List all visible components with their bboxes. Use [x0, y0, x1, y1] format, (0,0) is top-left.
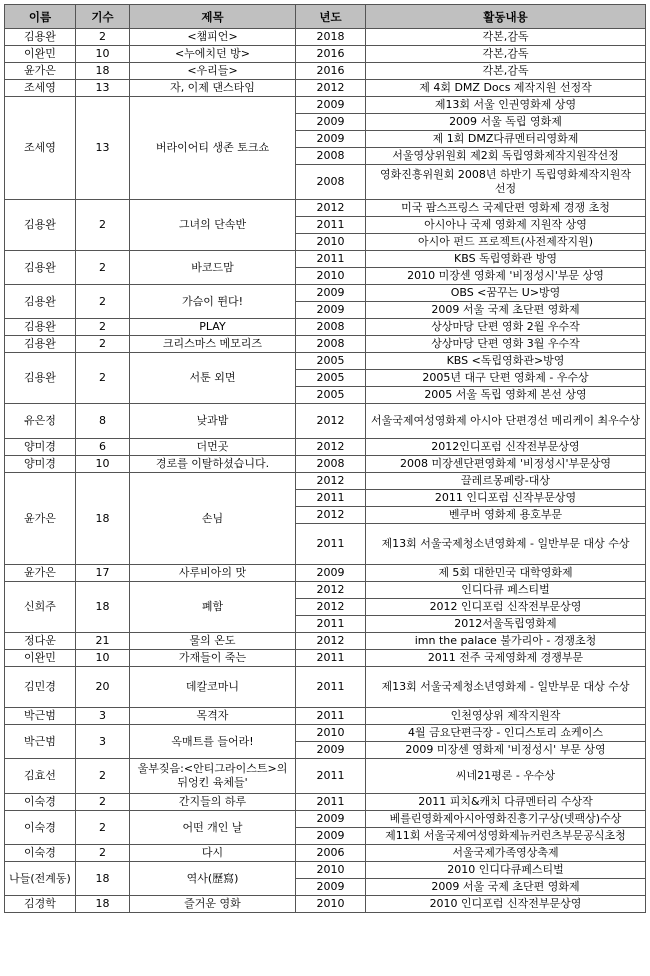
cell-activity: 2009 미장센 영화제 '비정성시' 부문 상영	[366, 742, 646, 759]
cell-year: 2008	[296, 319, 366, 336]
cell-generation: 18	[76, 896, 130, 913]
cell-title: 버라이어티 생존 토크쇼	[130, 97, 296, 200]
cell-title: 바코드맘	[130, 251, 296, 285]
cell-year: 2011	[296, 794, 366, 811]
cell-year: 2016	[296, 63, 366, 80]
cell-activity: 4월 금요단편극장 - 인디스토리 쇼케이스	[366, 725, 646, 742]
cell-title: 그녀의 단속반	[130, 200, 296, 251]
table-row	[5, 80, 646, 97]
cell-generation: 2	[76, 336, 130, 353]
table-row	[5, 285, 646, 302]
cell-year: 2012	[296, 439, 366, 456]
cell-year: 2009	[296, 285, 366, 302]
cell-title: 낮과밤	[130, 404, 296, 439]
cell-activity: 2012서울독립영화제	[366, 616, 646, 633]
header-generation: 기수	[76, 5, 130, 29]
cell-activity: 제 5회 대한민국 대학영화제	[366, 565, 646, 582]
cell-activity: 2010 미장센 영화제 '비정성시'부문 상영	[366, 268, 646, 285]
cell-year: 2010	[296, 862, 366, 879]
cell-activity: 2009 서울 국제 초단편 영화제	[366, 302, 646, 319]
cell-activity: 각본,감독	[366, 46, 646, 63]
table-row	[5, 46, 646, 63]
cell-name: 이숙경	[5, 794, 76, 811]
cell-title: 물의 온도	[130, 633, 296, 650]
cell-activity: 제 1회 DMZ다큐멘터리영화제	[366, 131, 646, 148]
cell-activity: 제13회 서울국제청소년영화제 - 일반부문 대상 수상	[366, 667, 646, 708]
cell-name: 김용완	[5, 200, 76, 251]
cell-year: 2009	[296, 97, 366, 114]
table-row	[5, 63, 646, 80]
filmography-table	[4, 4, 646, 913]
cell-year: 2010	[296, 896, 366, 913]
table-row	[5, 845, 646, 862]
cell-year: 2009	[296, 879, 366, 896]
cell-year: 2011	[296, 650, 366, 667]
cell-name: 김용완	[5, 336, 76, 353]
cell-activity: 베를린영화제아시아영화진흥기구상(넷팩상)수상	[366, 811, 646, 828]
cell-activity: 2005년 대구 단편 영화제 - 우수상	[366, 370, 646, 387]
cell-generation: 17	[76, 565, 130, 582]
cell-year: 2012	[296, 80, 366, 97]
cell-year: 2016	[296, 46, 366, 63]
table-row	[5, 759, 646, 794]
cell-name: 이완민	[5, 650, 76, 667]
cell-year: 2011	[296, 667, 366, 708]
cell-name: 김용완	[5, 29, 76, 46]
cell-generation: 10	[76, 650, 130, 667]
table-row	[5, 896, 646, 913]
table-row	[5, 200, 646, 217]
cell-title: <누에치던 방>	[130, 46, 296, 63]
cell-activity: 씨네21평론 - 우수상	[366, 759, 646, 794]
cell-activity: 벤쿠버 영화제 용호부문	[366, 507, 646, 524]
header-activity: 활동내용	[366, 5, 646, 29]
cell-activity: 제13회 서울 인권영화제 상영	[366, 97, 646, 114]
cell-year: 2012	[296, 200, 366, 217]
cell-activity: 끌레르몽페랑-대상	[366, 473, 646, 490]
cell-year: 2012	[296, 473, 366, 490]
cell-title: 데칼코마니	[130, 667, 296, 708]
cell-generation: 2	[76, 811, 130, 845]
cell-title: 즐거운 영화	[130, 896, 296, 913]
cell-name: 김용완	[5, 285, 76, 319]
table-row	[5, 708, 646, 725]
cell-name: 양미경	[5, 456, 76, 473]
cell-activity: 서울국제가족영상축제	[366, 845, 646, 862]
cell-title: 손님	[130, 473, 296, 565]
cell-year: 2011	[296, 217, 366, 234]
cell-activity: 인디다큐 페스티벌	[366, 582, 646, 599]
cell-generation: 2	[76, 29, 130, 46]
cell-name: 조세영	[5, 80, 76, 97]
cell-title: 어떤 개인 날	[130, 811, 296, 845]
cell-title: 크리스마스 메모리즈	[130, 336, 296, 353]
cell-activity: 2010 인디포럼 신작전부문상영	[366, 896, 646, 913]
cell-title: 울부짖음:<안티그라이스트>의 뒤엉킨 육체들'	[130, 759, 296, 794]
cell-generation: 2	[76, 285, 130, 319]
cell-name: 박근범	[5, 725, 76, 759]
table-row	[5, 811, 646, 828]
cell-year: 2011	[296, 616, 366, 633]
cell-title: 폐함	[130, 582, 296, 633]
cell-title: 옥매트를 들어라!	[130, 725, 296, 759]
cell-title: 사루비아의 맛	[130, 565, 296, 582]
cell-year: 2011	[296, 708, 366, 725]
table-row	[5, 353, 646, 370]
cell-year: 2008	[296, 336, 366, 353]
cell-generation: 18	[76, 63, 130, 80]
cell-year: 2008	[296, 148, 366, 165]
cell-year: 2009	[296, 302, 366, 319]
cell-title: 경로를 이탈하셨습니다.	[130, 456, 296, 473]
cell-generation: 13	[76, 80, 130, 97]
cell-activity: OBS <꿈꾸는 U>방영	[366, 285, 646, 302]
header-name: 이름	[5, 5, 76, 29]
cell-generation: 21	[76, 633, 130, 650]
cell-activity: 2009 서울 독립 영화제	[366, 114, 646, 131]
cell-name: 김용완	[5, 251, 76, 285]
cell-title: 다시	[130, 845, 296, 862]
cell-year: 2009	[296, 565, 366, 582]
table-row	[5, 667, 646, 708]
cell-generation: 18	[76, 862, 130, 896]
cell-name: 신희주	[5, 582, 76, 633]
cell-activity: 2010 인디다큐페스티벌	[366, 862, 646, 879]
cell-title: <우리들>	[130, 63, 296, 80]
cell-generation: 20	[76, 667, 130, 708]
cell-generation: 2	[76, 251, 130, 285]
cell-activity: 상상마당 단편 영화 2월 우수작	[366, 319, 646, 336]
cell-activity: 아시아나 국제 영화제 지원작 상영	[366, 217, 646, 234]
cell-title: <챔피언>	[130, 29, 296, 46]
table-row	[5, 725, 646, 742]
table-row	[5, 439, 646, 456]
cell-title: 가슴이 뛴다!	[130, 285, 296, 319]
cell-year: 2010	[296, 268, 366, 285]
cell-activity: 2012인디포럼 신작전부문상영	[366, 439, 646, 456]
cell-year: 2009	[296, 828, 366, 845]
cell-year: 2012	[296, 633, 366, 650]
header-year: 년도	[296, 5, 366, 29]
cell-year: 2018	[296, 29, 366, 46]
cell-name: 양미경	[5, 439, 76, 456]
cell-activity: imn the palace 불가리아 - 경쟁초청	[366, 633, 646, 650]
cell-year: 2005	[296, 353, 366, 370]
cell-activity: 제11회 서울국제여성영화제뉴커런츠부문공식초청	[366, 828, 646, 845]
cell-name: 김용완	[5, 319, 76, 336]
cell-name: 조세영	[5, 97, 76, 200]
cell-year: 2009	[296, 811, 366, 828]
cell-year: 2011	[296, 759, 366, 794]
cell-generation: 3	[76, 708, 130, 725]
cell-title: 자, 이제 댄스타임	[130, 80, 296, 97]
cell-title: 서툰 외면	[130, 353, 296, 404]
cell-generation: 18	[76, 473, 130, 565]
cell-title: PLAY	[130, 319, 296, 336]
table-row	[5, 456, 646, 473]
cell-name: 나들(전계동)	[5, 862, 76, 896]
cell-activity: 2009 서울 국제 초단편 영화제	[366, 879, 646, 896]
cell-year: 2011	[296, 251, 366, 268]
cell-name: 김용완	[5, 353, 76, 404]
cell-activity: 서울국제여성영화제 아시아 단편경선 메리케이 최우수상	[366, 404, 646, 439]
cell-generation: 10	[76, 456, 130, 473]
cell-generation: 18	[76, 582, 130, 633]
table-row	[5, 565, 646, 582]
cell-activity: 2011 피치&캐치 다큐멘터리 수상작	[366, 794, 646, 811]
cell-name: 김효선	[5, 759, 76, 794]
cell-year: 2009	[296, 114, 366, 131]
cell-activity: 제13회 서울국제청소년영화제 - 일반부문 대상 수상	[366, 524, 646, 565]
cell-title: 가재들이 죽는	[130, 650, 296, 667]
cell-generation: 2	[76, 794, 130, 811]
cell-title: 간지들의 하루	[130, 794, 296, 811]
cell-activity: 2012 인디포럼 신작전부문상영	[366, 599, 646, 616]
table-row	[5, 29, 646, 46]
cell-activity: 아시아 펀드 프로젝트(사전제작지원)	[366, 234, 646, 251]
cell-activity: 서울영상위원회 제2회 독립영화제작지원작선정	[366, 148, 646, 165]
table-body	[5, 29, 646, 913]
cell-year: 2008	[296, 165, 366, 200]
cell-activity: 미국 팜스프링스 국제단편 영화제 경쟁 초청	[366, 200, 646, 217]
cell-year: 2010	[296, 725, 366, 742]
cell-generation: 2	[76, 319, 130, 336]
cell-name: 이숙경	[5, 811, 76, 845]
table-row	[5, 319, 646, 336]
cell-year: 2009	[296, 131, 366, 148]
table-row	[5, 404, 646, 439]
table-row	[5, 862, 646, 879]
table-row	[5, 650, 646, 667]
cell-activity: 제 4회 DMZ Docs 제작지원 선정작	[366, 80, 646, 97]
table-row	[5, 473, 646, 490]
cell-activity: 상상마당 단편 영화 3월 우수작	[366, 336, 646, 353]
cell-name: 윤가은	[5, 63, 76, 80]
cell-year: 2010	[296, 234, 366, 251]
table-row	[5, 633, 646, 650]
cell-name: 윤가은	[5, 565, 76, 582]
table-row	[5, 582, 646, 599]
header-row	[5, 5, 646, 29]
cell-year: 2006	[296, 845, 366, 862]
cell-name: 유은정	[5, 404, 76, 439]
cell-generation: 6	[76, 439, 130, 456]
cell-name: 김경학	[5, 896, 76, 913]
table-row	[5, 336, 646, 353]
cell-year: 2012	[296, 507, 366, 524]
table-row	[5, 794, 646, 811]
cell-title: 목격자	[130, 708, 296, 725]
cell-generation: 2	[76, 759, 130, 794]
cell-name: 이숙경	[5, 845, 76, 862]
cell-activity: 2011 전주 국제영화제 경쟁부문	[366, 650, 646, 667]
cell-activity: KBS <독립영화관>방영	[366, 353, 646, 370]
cell-generation: 13	[76, 97, 130, 200]
cell-year: 2005	[296, 387, 366, 404]
cell-year: 2012	[296, 404, 366, 439]
cell-generation: 2	[76, 200, 130, 251]
cell-activity: 2011 인디포럼 신작부문상영	[366, 490, 646, 507]
cell-year: 2005	[296, 370, 366, 387]
cell-name: 정다운	[5, 633, 76, 650]
cell-generation: 2	[76, 845, 130, 862]
cell-year: 2008	[296, 456, 366, 473]
cell-generation: 10	[76, 46, 130, 63]
header-title: 제목	[130, 5, 296, 29]
cell-year: 2012	[296, 582, 366, 599]
cell-generation: 3	[76, 725, 130, 759]
cell-year: 2009	[296, 742, 366, 759]
cell-activity: KBS 독립영화관 방영	[366, 251, 646, 268]
table-row	[5, 251, 646, 268]
cell-year: 2011	[296, 490, 366, 507]
cell-name: 이완민	[5, 46, 76, 63]
cell-name: 박근범	[5, 708, 76, 725]
cell-activity: 각본,감독	[366, 63, 646, 80]
cell-activity: 영화진흥위원회 2008년 하반기 독립영화제작지원작 선정	[366, 165, 646, 200]
cell-name: 김민경	[5, 667, 76, 708]
cell-generation: 8	[76, 404, 130, 439]
cell-title: 더먼곳	[130, 439, 296, 456]
table-row	[5, 97, 646, 114]
cell-activity: 2005 서울 독립 영화제 본선 상영	[366, 387, 646, 404]
cell-year: 2012	[296, 599, 366, 616]
cell-activity: 인천영상위 제작지원작	[366, 708, 646, 725]
cell-name: 윤가은	[5, 473, 76, 565]
cell-activity: 2008 미장센단편영화제 '비정성시'부문상영	[366, 456, 646, 473]
cell-activity: 각본,감독	[366, 29, 646, 46]
cell-title: 역사(歷寫)	[130, 862, 296, 896]
cell-generation: 2	[76, 353, 130, 404]
cell-year: 2011	[296, 524, 366, 565]
